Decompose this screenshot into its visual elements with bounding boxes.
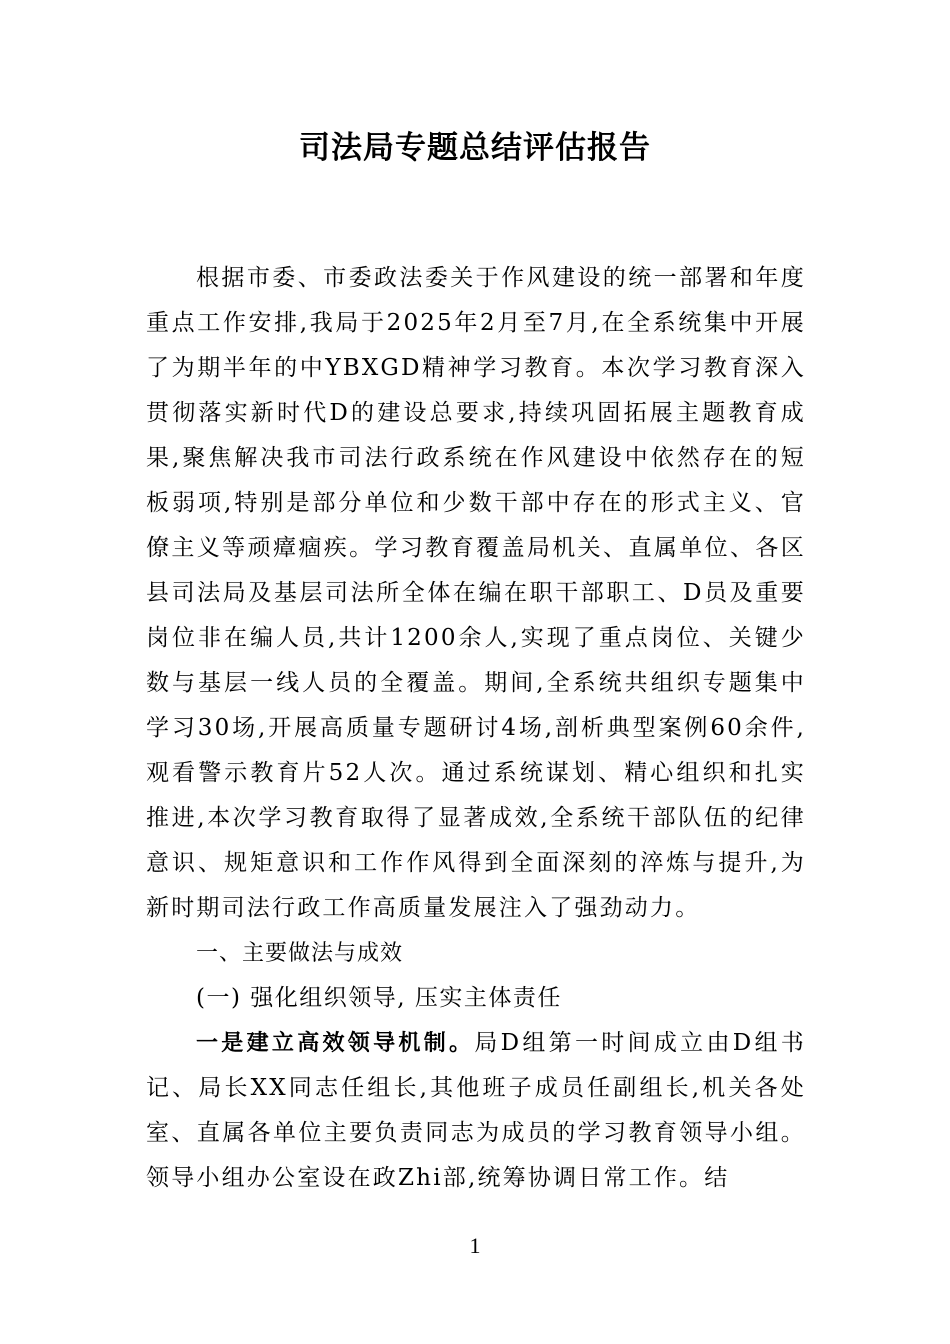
intro-paragraph: 根据市委、市委政法委关于作风建设的统一部署和年度重点工作安排,我局于2025年2月至7月,在全系统集中开展了为期半年的中YBXGD精神学习教育。本次学习教育深入贯彻落实新时代D的建设总要求,持续巩固拓展主题教育成果,聚焦解决我市司法行政系统在作风建设中依然存在的短板弱项,特别是部分单位和少数干部中存在的形式主义、官僚主义等顽瘴痼疾。学习教育覆盖局机关、直属单位、各区县司法局及基层司法所全体在编在职干部职工、D员及重要岗位非在编人员,共计1200余人,实现了重点岗位、关键少数与基层一线人员的全覆盖。期间,全系统共组织专题集中学习30场,开展高质量专题研讨4场,剖析典型案例60余件,观看警示教育片52人次。通过系统谋划、精心组织和扎实推进,本次学习教育取得了显著成效,全系统干部队伍的纪律意识、规矩意识和工作作风得到全面深刻的淬炼与提升,为新时期司法行政工作高质量发展注入了强劲动力。 bbox=[146, 265, 806, 921]
document-body bbox=[146, 256, 806, 1201]
point-paragraph-leadership bbox=[146, 1021, 806, 1201]
section-heading-main-practices: 一、主要做法与成效 bbox=[196, 941, 404, 966]
point-body-text: 局D组第一时间成立由D组书记、局长XX同志任组长,其他班子成员任副组长,机关各处室、直属各单位主要负责同志为成员的学习教育领导小组。领导小组办公室设在政Zhi部,统筹协调日常工作。结 bbox=[146, 1030, 806, 1191]
document-title: 司法局专题总结评估报告 bbox=[299, 130, 651, 166]
page-number: 1 bbox=[469, 1233, 481, 1258]
point-lead-text: 一是建立高效领导机制。 bbox=[196, 1031, 475, 1056]
subsection-heading-organization: (一) 强化组织领导, 压实主体责任 bbox=[196, 985, 562, 1011]
